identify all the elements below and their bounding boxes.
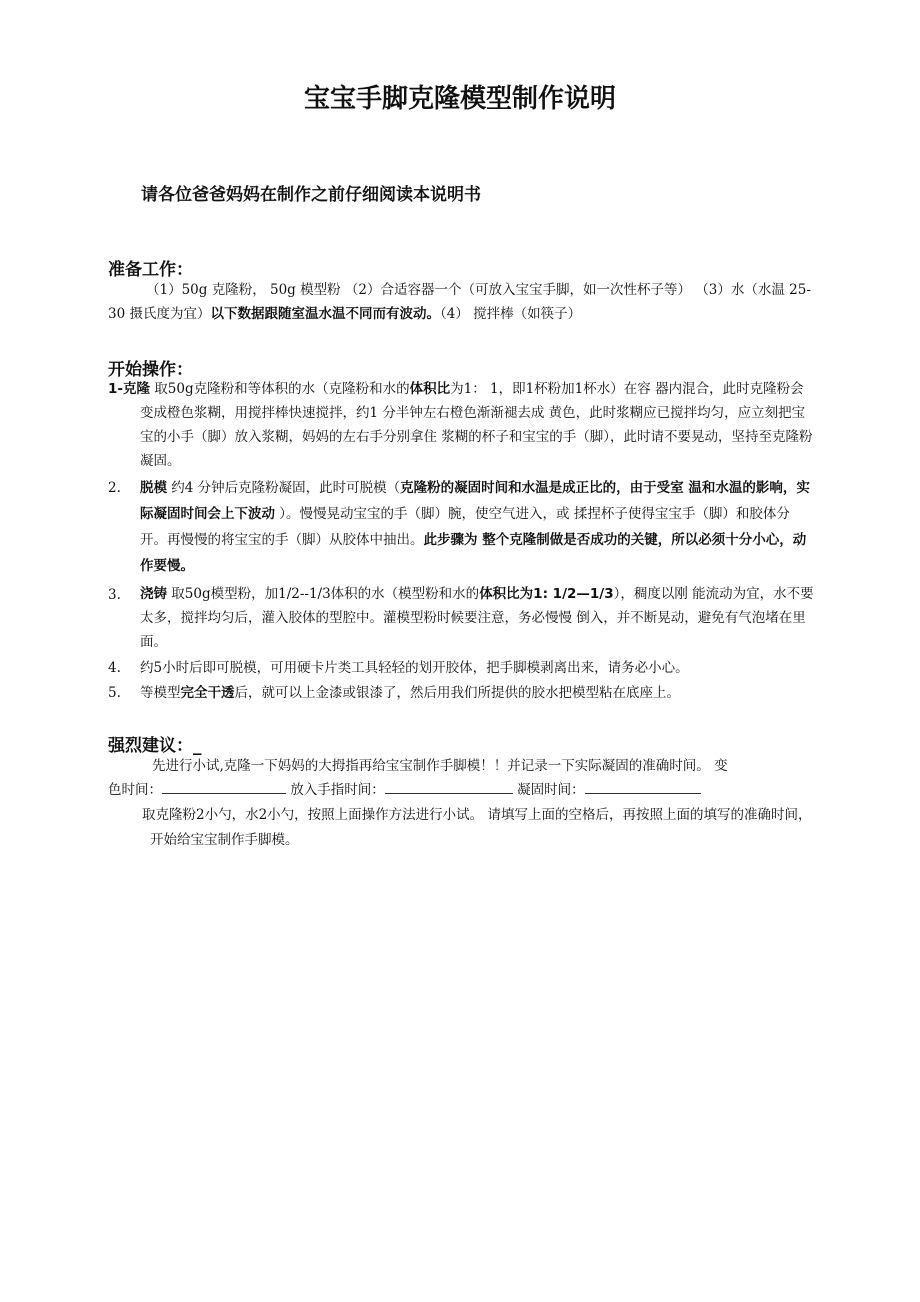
step-5 xyxy=(140,680,816,706)
prep-paragraph xyxy=(108,278,818,326)
step-3-label: 浇铸 xyxy=(140,586,167,602)
prep-heading: 准备工作： xyxy=(108,260,193,280)
advice-paragraph-2: 取克隆粉2小勺，水2小勺，按照上面操作方法进行小试。 请填写上面的空格后，再按照上面的填写的准确时间，开始给宝宝制作手脚模。 xyxy=(142,807,812,848)
prep-text-bold: 以下数据跟随室温水温不同而有波动。 xyxy=(210,306,440,322)
step-3-text-bold: 体积比为1: 1/2—1/3 xyxy=(479,586,614,602)
color-time-label: 色时间： xyxy=(108,782,162,798)
set-time-blank[interactable] xyxy=(585,779,701,794)
advice-line-1: 先进行小试,克隆一下妈妈的大拇指再给宝宝制作手脚模！！并记录一下实际凝固的准确时间。 变 xyxy=(152,758,728,774)
color-time-blank[interactable] xyxy=(162,779,286,794)
step-1-text-c: 为1： 1，即1杯粉加1杯水）在容 器内混合，此时克隆粉会变成橙色浆糊，用搅拌棒快速搅拌，约1 分半钟左右橙色渐渐褪去成 黄色，此时浆糊应已搅拌均匀，应立刻把宝宝的小手（脚）放入浆糊，妈妈的左右手分别拿住 浆糊的杯子和宝宝的手（脚），此时请不要晃动，坚持至克隆粉凝固。 xyxy=(140,381,813,469)
step-1 xyxy=(108,377,816,473)
page-title: 宝宝手脚克隆模型制作说明 xyxy=(303,84,616,114)
step-2-text-a: 约4 分钟后克隆粉凝固，此时可脱模（ xyxy=(167,480,401,496)
step-3-text-a: 取50g模型粉，加1/2--1/3体积的水（模型粉和水的 xyxy=(167,586,480,602)
prep-text-2: 水（水温 25-30 摄氏度为宜） xyxy=(108,282,811,322)
insert-time-label: 放入手指时间： xyxy=(286,782,385,798)
step-2-text-bold-2: 此步骤为 整个克隆制做是否成功的关键，所以必须十分小心，动作要慢。 xyxy=(140,532,807,574)
insert-time-blank[interactable] xyxy=(385,779,513,794)
step-2-text-bold: 克隆粉的凝固时间和水温是成正比的，由于受室 温和水温的影响，实际凝固时间会上下波动 xyxy=(140,480,810,522)
step-1-text-a: 取50g克隆粉和等体积的水（克隆粉和水的 xyxy=(150,381,410,397)
step-3 xyxy=(140,582,816,654)
step-4: 约5小时后即可脱模，可用硬卡片类工具轻轻的划开胶体，把手脚模剥离出来，请务必小心。 xyxy=(140,660,689,676)
step-2-number: 2. xyxy=(108,480,121,496)
step-2-text-c: ）。慢慢晃动宝宝的手（脚）腕，使空气进入，或 揉捏杯子使得宝宝手（脚）和胶体分开。再慢慢的将宝宝的手（脚）从胶体中抽出。 xyxy=(140,506,790,548)
set-time-label: 凝固时间： xyxy=(512,782,585,798)
step-5-text-a: 等模型 xyxy=(140,685,181,701)
step-2 xyxy=(140,475,816,579)
step-5-text-c: 后，就可以上金漆或银漆了，然后用我们所提供的胶水把模型粘在底座上。 xyxy=(234,685,680,701)
step-1-label: 1-克隆 xyxy=(108,381,150,397)
ops-heading: 开始操作： xyxy=(108,360,193,380)
step-4-number: 4. xyxy=(108,660,121,676)
prep-text-4: （4） 搅拌棒（如筷子） xyxy=(439,306,582,322)
step-2-label: 脱模 xyxy=(140,480,167,496)
step-5-text-bold: 完全干透 xyxy=(180,685,235,701)
step-5-number: 5. xyxy=(108,685,121,701)
prep-text-1: （1）50g 克隆粉， 50g 模型粉 （2）合适容器一个（可放入宝宝手脚，如一次性杯子等） （3） xyxy=(146,282,731,298)
advice-fill-line xyxy=(108,778,818,802)
step-3-text-c: ），稠度以刚 能流动为宜，水不要太多，搅拌均匀后，灌入胶体的型腔中。灌模型粉时候要注意，务必慢慢 倒入，并不断晃动，避免有气泡堵在里面。 xyxy=(140,586,814,650)
step-1-text-bold: 体积比 xyxy=(409,381,451,397)
advice-heading: 强烈建议：_ xyxy=(108,736,202,756)
step-3-number: 3. xyxy=(108,587,121,603)
subtitle: 请各位爸爸妈妈在制作之前仔细阅读本说明书 xyxy=(141,185,481,205)
